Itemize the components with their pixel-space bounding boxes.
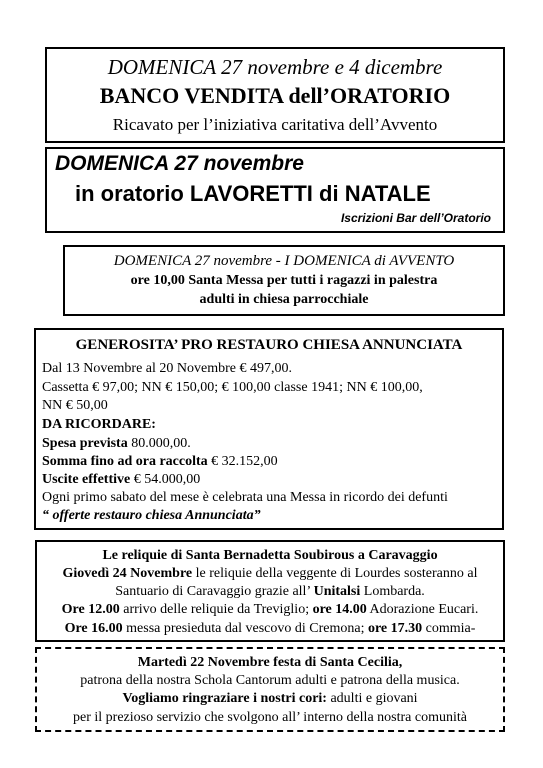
cecilia-ringraziamento: Vogliamo ringraziare i nostri cori: adulti e giovani	[122, 691, 418, 706]
avvento-messa: ore 10,00 Santa Messa per tutti i ragazzi in palestra	[130, 273, 438, 288]
banco-subtitle: Ricavato per l’iniziativa caritativa dell’Avvento	[112, 115, 438, 134]
notice-santa-cecilia	[35, 647, 505, 732]
notice-generosita	[34, 328, 504, 530]
cecilia-patrona: patrona della nostra Schola Cantorum adulti e patrona della musica.	[80, 673, 460, 688]
generosita-offerte-cont: NN € 50,00	[42, 398, 108, 413]
cecilia-title: Martedì 22 Novembre festa di Santa Cecilia,	[137, 655, 403, 670]
banco-title: BANCO VENDITA dell’ORATORIO	[99, 83, 451, 108]
generosita-offerte: Cassetta € 97,00; NN € 150,00; € 100,00 classe 1941; NN € 100,00,	[42, 380, 423, 395]
avvento-adulti: adulti in chiesa parrocchiale	[199, 292, 369, 307]
notice-avvento	[63, 245, 505, 316]
lavoretti-title: in oratorio LAVORETTI di NATALE	[75, 181, 431, 206]
uscite-effettive: Uscite effettive € 54.000,00	[42, 472, 201, 487]
somma-raccolta: Somma fino ad ora raccolta € 32.152,00	[42, 454, 278, 469]
generosita-period: Dal 13 Novembre al 20 Novembre € 497,00.	[42, 361, 292, 376]
notice-banco-vendita	[45, 47, 505, 143]
generosita-title: GENEROSITA’ PRO RESTAURO CHIESA ANNUNCIATA	[75, 337, 463, 353]
reliquie-schedule-1: Ore 12.00 arrivo delle reliquie da Treviglio; ore 14.00 Adorazione Eucari.	[61, 602, 479, 617]
da-ricordare-label: DA RICORDARE:	[42, 417, 156, 432]
reliquie-schedule-2: Ore 16.00 messa presieduta dal vescovo di Cremona; ore 17.30 commia-	[64, 621, 476, 636]
spesa-prevista: Spesa prevista 80.000,00.	[42, 436, 191, 451]
notice-reliquie	[35, 540, 505, 642]
banco-date: DOMENICA 27 novembre e 4 dicembre	[107, 55, 443, 79]
lavoretti-date: DOMENICA 27 novembre	[55, 152, 304, 175]
reliquie-date: Giovedì 24 Novembre le reliquie della veggente di Lourdes sosteranno al	[62, 566, 478, 581]
lavoretti-iscrizioni: Iscrizioni Bar dell’Oratorio	[340, 211, 491, 225]
cecilia-servizio: per il prezioso servizio che svolgono all’ interno della nostra comunità	[73, 710, 467, 725]
avvento-date: DOMENICA 27 novembre - I DOMENICA di AVVENTO	[113, 253, 455, 269]
reliquie-santuario: Santuario di Caravaggio grazie all’ Unitalsi Lombarda.	[115, 584, 425, 599]
reliquie-title: Le reliquie di Santa Bernadetta Soubirous a Caravaggio	[102, 548, 438, 563]
messa-defunti: Ogni primo sabato del mese è celebrata una Messa in ricordo dei defunti	[42, 490, 448, 505]
offerte-restauro: “ offerte restauro chiesa Annunciata”	[42, 508, 261, 523]
notice-lavoretti	[45, 147, 505, 233]
